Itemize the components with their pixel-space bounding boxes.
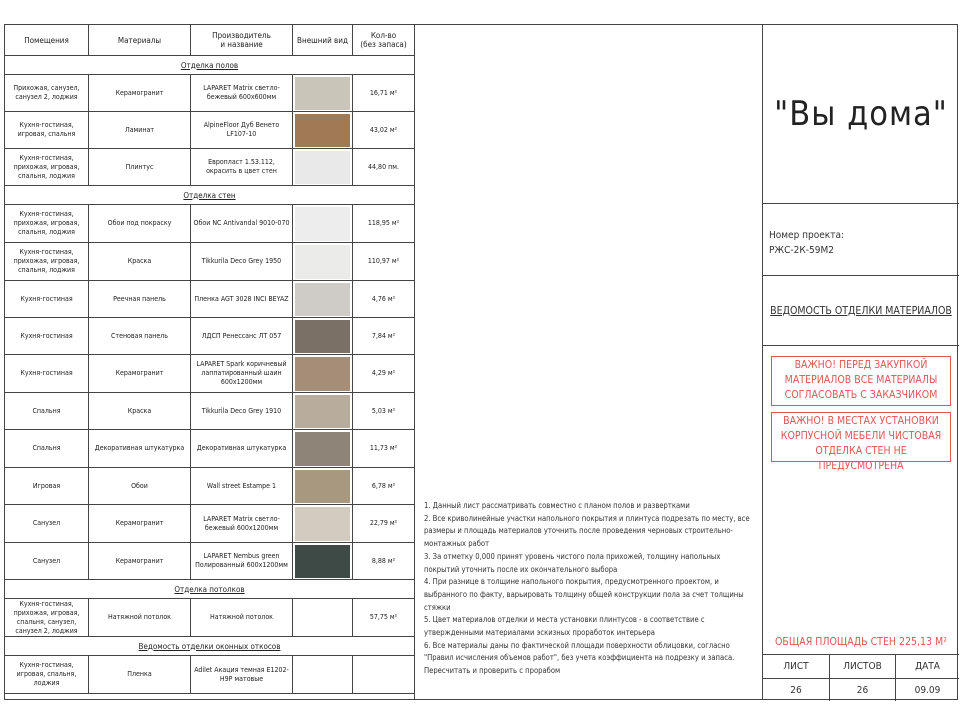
quantity-cell: 4,29 м²	[353, 355, 415, 393]
material-swatch	[295, 283, 350, 316]
section-title: Отделка потолков	[5, 580, 415, 599]
quantity-cell: 57,75 м²	[353, 599, 415, 637]
table-row	[5, 599, 415, 637]
material-swatch	[295, 245, 350, 279]
material-swatch	[295, 658, 350, 692]
brand-box	[763, 24, 959, 204]
table-body	[5, 56, 415, 694]
note-item: 2. Все криволинейные участки напольного покрытия и плинтуса подрезать по месту, все размеры и площадь материалов уточнить после проведения черновых строительно-монтажных работ	[424, 513, 750, 549]
table-row	[5, 205, 415, 243]
material-cell: Керамогранит	[89, 505, 191, 543]
table-row	[5, 243, 415, 281]
appearance-cell	[293, 149, 353, 186]
quantity-cell: 11,73 м²	[353, 430, 415, 468]
section-title: Отделка стен	[5, 186, 415, 205]
product-cell: Декоративная штукатурка	[191, 430, 293, 468]
table-row	[5, 543, 415, 580]
product-cell: Натяжной потолок	[191, 599, 293, 637]
table-row	[5, 505, 415, 543]
product-cell: LAPARET Matrix светло-бежевый 600x600мм	[191, 75, 293, 112]
quantity-cell: 8,88 м²	[353, 543, 415, 580]
room-cell: Санузел	[5, 543, 89, 580]
material-cell: Обои под покраску	[89, 205, 191, 243]
note-item: 6. Все материалы даны по фактической площади поверхности облицовки, согласно "Правил исчисления объемов работ", без учета коэффициента на подрезку и запаса. Пересчитать и проверить с прорабом	[424, 640, 735, 676]
note-item: 3. За отметку 0,000 принят уровень чистого пола прихожей, толщину напольных покрытий уточнить после их окончательного выбора	[424, 551, 721, 574]
material-swatch	[295, 470, 350, 503]
material-cell: Краска	[89, 393, 191, 430]
table-row	[5, 656, 415, 694]
material-cell: Плинтус	[89, 149, 191, 186]
appearance-cell	[293, 205, 353, 243]
appearance-cell	[293, 112, 353, 149]
header-quantity: Кол-во (без запаса)	[353, 25, 415, 56]
warning-approve-materials: ВАЖНО! ПЕРЕД ЗАКУПКОЙ МАТЕРИАЛОВ ВСЕ МАТЕРИАЛЫ СОГЛАСОВАТЬ С ЗАКАЗЧИКОМ	[771, 356, 951, 406]
appearance-cell	[293, 318, 353, 355]
quantity-cell: 22,79 м²	[353, 505, 415, 543]
table-row	[5, 430, 415, 468]
material-swatch	[295, 507, 350, 541]
product-cell: Пленка AGT 3028 INCI BEYAZ	[191, 281, 293, 318]
project-box	[763, 204, 959, 276]
appearance-cell	[293, 75, 353, 112]
room-cell: Игровая	[5, 468, 89, 505]
product-cell: Adilet Акация темная E1202-H9P матовые	[191, 656, 293, 694]
quantity-cell: 16,71 м²	[353, 75, 415, 112]
room-cell: Спальня	[5, 393, 89, 430]
product-cell: Tikkurila Deco Grey 1910	[191, 393, 293, 430]
sheet-value: 26	[790, 684, 802, 696]
appearance-cell	[293, 281, 353, 318]
project-label: Номер проекта:	[769, 230, 845, 241]
material-cell: Керамогранит	[89, 543, 191, 580]
product-cell: Европласт 1.53.112, окрасить в цвет стен	[191, 149, 293, 186]
material-swatch	[295, 151, 350, 184]
project-number: РЖС-2К-59М2	[769, 245, 834, 256]
table-row	[5, 355, 415, 393]
table-row	[5, 468, 415, 505]
table-row	[5, 112, 415, 149]
material-swatch	[295, 114, 350, 147]
brand-title: "Вы дома"	[774, 93, 948, 134]
quantity-cell: 118,95 м²	[353, 205, 415, 243]
header-rooms: Помещения	[5, 25, 89, 56]
table-row	[5, 318, 415, 355]
total-wall-area: ОБЩАЯ ПЛОЩАДЬ СТЕН 225,13 М²	[775, 636, 947, 648]
appearance-cell	[293, 656, 353, 694]
appearance-cell	[293, 468, 353, 505]
quantity-cell: 4,76 м²	[353, 281, 415, 318]
note-item: 4. При разнице в толщине напольного покрытия, предусмотренного проектом, и выбранного по факту, варьировать толщину общей конструкции пола за счет толщины стяжки	[424, 577, 744, 612]
room-cell: Кухня-гостиная, прихожая, игровая, спальня, лоджия	[5, 243, 89, 281]
header-manufacturer: Производитель и название	[191, 25, 293, 56]
room-cell: Спальня	[5, 430, 89, 468]
material-swatch	[295, 545, 350, 578]
table-row	[5, 393, 415, 430]
material-cell: Обои	[89, 468, 191, 505]
room-cell: Санузел	[5, 505, 89, 543]
materials-table	[4, 24, 415, 694]
section-header-row	[5, 56, 415, 75]
room-cell: Кухня-гостиная	[5, 318, 89, 355]
product-cell: ЛДСП Ренессанс ЛТ 057	[191, 318, 293, 355]
room-cell: Прихожая, санузел, санузел 2, лоджия	[5, 75, 89, 112]
material-swatch	[295, 432, 350, 466]
section-title: Отделка полов	[5, 56, 415, 75]
sheets-value: 26	[829, 679, 895, 701]
quantity-cell: 5,03 м²	[353, 393, 415, 430]
appearance-cell	[293, 543, 353, 580]
sheet-label: ЛИСТ	[763, 655, 829, 679]
material-cell: Керамогранит	[89, 355, 191, 393]
material-swatch	[295, 601, 350, 635]
quantity-cell: 44,80 пм.	[353, 149, 415, 186]
date-label: ДАТА	[895, 655, 959, 679]
product-cell: Wall street Estampe 1	[191, 468, 293, 505]
table-row	[5, 75, 415, 112]
material-cell: Краска	[89, 243, 191, 281]
room-cell: Кухня-гостиная, прихожая, игровая, спальня, лоджия	[5, 149, 89, 186]
appearance-cell	[293, 243, 353, 281]
section-title: Ведомость отделки оконных откосов	[5, 637, 415, 656]
material-cell: Керамогранит	[89, 75, 191, 112]
material-cell: Натяжной потолок	[89, 599, 191, 637]
product-cell: Обои NC Antivandal 9010-070	[191, 205, 293, 243]
date-value: 09.09	[895, 679, 959, 701]
material-cell: Пленка	[89, 656, 191, 694]
header-materials: Материалы	[89, 25, 191, 56]
quantity-cell: 7,84 м²	[353, 318, 415, 355]
room-cell: Кухня-гостиная	[5, 281, 89, 318]
appearance-cell	[293, 599, 353, 637]
section-header-row	[5, 580, 415, 599]
section-header-row	[5, 637, 415, 656]
quantity-cell: 110,97 м²	[353, 243, 415, 281]
note-item: 1. Данный лист рассматривать совместно с планом полов и развертками	[424, 501, 690, 510]
material-swatch	[295, 77, 350, 110]
appearance-cell	[293, 505, 353, 543]
material-swatch	[295, 357, 350, 391]
note-item: 5. Цвет материалов отделки и места установки плинтусов - в соответствие с утвержденными материалами эскизных проработок интерьера	[424, 615, 705, 638]
room-cell: Кухня-гостиная, игровая, спальня	[5, 112, 89, 149]
room-cell: Кухня-гостиная, игровая, спальня, лоджия	[5, 656, 89, 694]
title-block	[762, 24, 958, 700]
appearance-cell	[293, 430, 353, 468]
table-header-row	[5, 25, 415, 56]
table-row	[5, 281, 415, 318]
material-swatch	[295, 395, 350, 428]
material-swatch	[295, 320, 350, 353]
room-cell: Кухня-гостиная, прихожая, игровая, спальня, лоджия	[5, 205, 89, 243]
product-cell: AlpineFloor Дуб Венето LF107-10	[191, 112, 293, 149]
product-cell: Tikkurila Deco Grey 1950	[191, 243, 293, 281]
material-cell: Ламинат	[89, 112, 191, 149]
material-swatch	[295, 207, 350, 241]
table-row	[5, 149, 415, 186]
material-cell: Реечная панель	[89, 281, 191, 318]
quantity-cell: 43,02 м²	[353, 112, 415, 149]
room-cell: Кухня-гостиная	[5, 355, 89, 393]
section-header-row	[5, 186, 415, 205]
quantity-cell	[353, 656, 415, 694]
sheet-name: ВЕДОМОСТЬ ОТДЕЛКИ МАТЕРИАЛОВ	[763, 276, 959, 346]
warning-furniture-areas: ВАЖНО! В МЕСТАХ УСТАНОВКИ КОРПУСНОЙ МЕБЕЛИ ЧИСТОВАЯ ОТДЕЛКА СТЕН НЕ ПРЕДУСМОТРЕНА	[771, 412, 951, 462]
product-cell: LAPARET Matrix светло-бежевый 600x1200мм	[191, 505, 293, 543]
quantity-cell: 6,78 м²	[353, 468, 415, 505]
column-divider	[414, 24, 415, 700]
material-cell: Стеновая панель	[89, 318, 191, 355]
material-cell: Декоративная штукатурка	[89, 430, 191, 468]
sheets-label: ЛИСТОВ	[829, 655, 895, 679]
room-cell: Кухня-гостиная, прихожая, игровая, спальня, санузел, санузел 2, лоджия	[5, 599, 89, 637]
appearance-cell	[293, 355, 353, 393]
sheet-stamp	[763, 654, 959, 700]
header-appearance: Внешний вид	[293, 25, 353, 56]
product-cell: LAPARET Nembus green Полированный 600x1200мм	[191, 543, 293, 580]
general-notes	[424, 500, 754, 678]
appearance-cell	[293, 393, 353, 430]
product-cell: LAPARET Spark коричневый лаппатированный шаин 600x1200мм	[191, 355, 293, 393]
